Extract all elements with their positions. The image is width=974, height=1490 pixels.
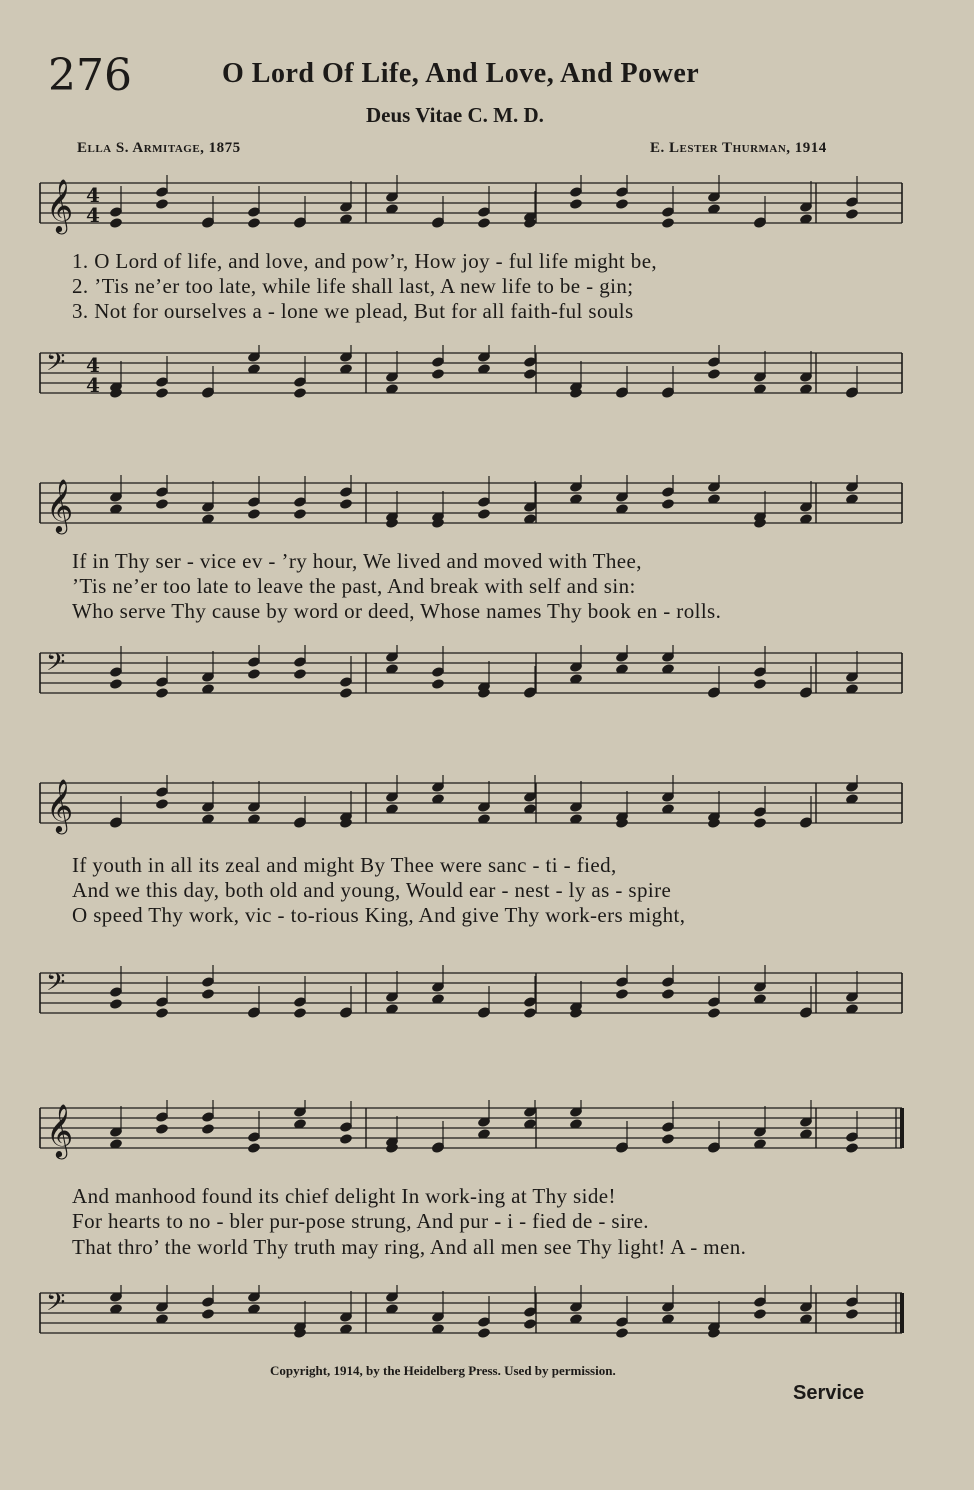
bass-clef-icon: 𝄢 — [46, 648, 66, 683]
treble-clef-icon: 𝄞 — [46, 778, 74, 832]
svg-text:4: 4 — [86, 203, 100, 227]
hymn-number: 276 — [48, 50, 132, 101]
tune-name-meter: Deus Vitae C. M. D. — [366, 103, 544, 127]
bass-staff-system-4 — [36, 1285, 906, 1345]
category-label: Service — [793, 1382, 865, 1404]
treble-clef-icon: 𝄞 — [46, 478, 74, 532]
copyright-notice: Copyright, 1914, by the Heidelberg Press. Used by permission. — [270, 1363, 616, 1378]
treble-clef-icon: 𝄞 — [46, 178, 74, 232]
svg-text:4: 4 — [86, 353, 100, 377]
bass-staff-system-3 — [36, 965, 906, 1025]
bass-clef-icon: 𝄢 — [46, 348, 66, 383]
svg-text:4: 4 — [86, 183, 100, 207]
lyric-line: 1. O Lord of life, and love, and pow’r, How joy - ful life might be, — [72, 249, 658, 273]
lyric-line: O speed Thy work, vic - to-rious King, And give Thy work-ers might, — [72, 903, 686, 927]
treble-clef-icon: 𝄞 — [46, 1103, 74, 1157]
lyric-line: And manhood found its chief delight In work-ing at Thy side! — [72, 1184, 616, 1208]
composer-credit: E. Lester Thurman, 1914 — [650, 140, 827, 156]
lyric-line: For hearts to no - bler pur-pose strung, And pur - i - fied de - sire. — [72, 1209, 649, 1233]
lyric-line: If youth in all its zeal and might By Thee were sanc - ti - fied, — [72, 853, 617, 877]
treble-staff-system-1 — [36, 175, 906, 235]
lyric-line: Who serve Thy cause by word or deed, Whose names Thy book en - rolls. — [72, 599, 722, 623]
lyric-line: 2. ’Tis ne’er too late, while life shall last, A new life to be - gin; — [72, 274, 634, 298]
treble-staff-system-3 — [36, 775, 906, 835]
treble-staff-system-4 — [36, 1100, 906, 1160]
lyric-line: That thro’ the world Thy truth may ring, And all men see Thy light! A - men. — [72, 1235, 747, 1259]
bass-clef-icon: 𝄢 — [46, 968, 66, 1003]
lyric-line: ’Tis ne’er too late to leave the past, And break with self and sin: — [72, 574, 636, 598]
lyric-line: And we this day, both old and young, Would ear - nest - ly as - spire — [72, 878, 672, 902]
svg-text:4: 4 — [86, 373, 100, 397]
bass-staff-system-1 — [36, 345, 906, 405]
treble-staff-system-2 — [36, 475, 906, 535]
bass-clef-icon: 𝄢 — [46, 1288, 66, 1323]
lyric-line: If in Thy ser - vice ev - ’ry hour, We lived and moved with Thee, — [72, 549, 642, 573]
lyric-line: 3. Not for ourselves a - lone we plead, But for all faith-ful souls — [72, 299, 634, 323]
hymn-title: O Lord Of Life, And Love, And Power — [222, 58, 700, 89]
author-credit: Ella S. Armitage, 1875 — [77, 140, 241, 156]
bass-staff-system-2 — [36, 645, 906, 705]
